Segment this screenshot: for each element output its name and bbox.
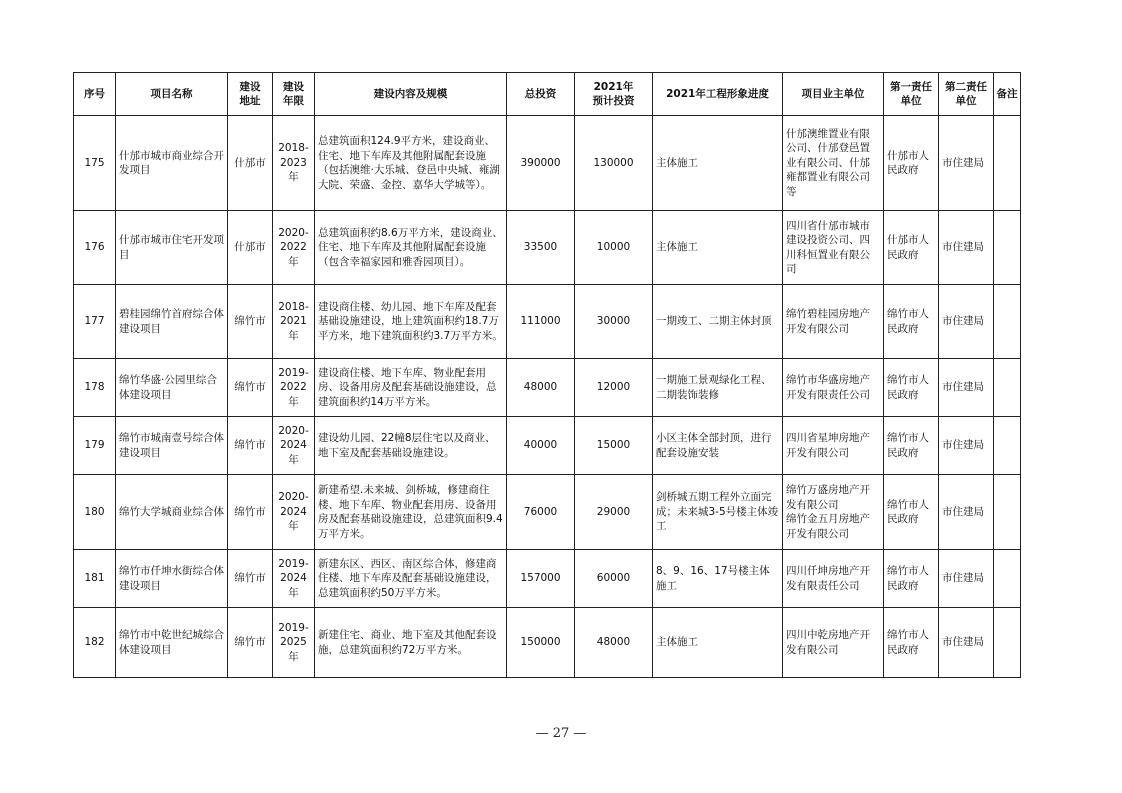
table-row [74,550,1021,608]
cell-project-name: 绵竹市中乾世纪城综合体建设项目 [116,608,228,678]
cell-total-investment: 76000 [507,475,575,550]
cell-address: 什邡市 [228,211,273,285]
table-body [74,116,1021,678]
cell-seq: 181 [74,550,116,608]
cell-years: 2019- 2025年 [273,608,315,678]
cell-2021-investment: 12000 [575,359,653,417]
header-remarks: 备注 [994,73,1021,116]
table-row [74,417,1021,475]
cell-project-name: 绵竹市仟坤水街综合体建设项目 [116,550,228,608]
table-header-row [74,73,1021,116]
cell-years: 2018- 2023年 [273,116,315,211]
cell-remarks [994,211,1021,285]
cell-project-name: 碧桂园绵竹首府综合体建设项目 [116,285,228,359]
cell-seq: 180 [74,475,116,550]
cell-owner: 四川仟坤房地产开发有限责任公司 [783,550,884,608]
cell-first-responsible: 绵竹市人民政府 [884,550,939,608]
cell-2021-investment: 10000 [575,211,653,285]
cell-2021-investment: 30000 [575,285,653,359]
cell-content: 总建筑面积约8.6万平方米，建设商业、住宅、地下车库及其他附属配套设施（包含幸福家园和雅香园项目）。 [315,211,507,285]
cell-owner: 四川省什邡市城市建设投资公司、四川科恒置业有限公司 [783,211,884,285]
cell-progress: 主体施工 [653,211,783,285]
header-2021-investment: 2021年 预计投资 [575,73,653,116]
cell-second-responsible: 市住建局 [939,417,994,475]
table-row [74,608,1021,678]
cell-owner: 绵竹市华盛房地产开发有限责任公司 [783,359,884,417]
cell-remarks [994,417,1021,475]
cell-content: 新建希望.未来城、剑桥城，修建商住楼、地下车库、物业配套用房、设备用房及配套基础设施建设，总建筑面积9.4万平方米。 [315,475,507,550]
table-row [74,285,1021,359]
cell-years: 2020- 2024年 [273,475,315,550]
cell-content: 新建住宅、商业、地下室及其他配套设施，总建筑面积约72万平方米。 [315,608,507,678]
cell-content: 建设商住楼、幼儿园、地下车库及配套基础设施建设，地上建筑面积约18.7万平方米，地下建筑面积约3.7万平方米。 [315,285,507,359]
cell-project-name: 绵竹大学城商业综合体 [116,475,228,550]
cell-years: 2019- 2022年 [273,359,315,417]
cell-owner: 绵竹碧桂园房地产开发有限公司 [783,285,884,359]
cell-total-investment: 48000 [507,359,575,417]
cell-project-name: 绵竹市城南壹号综合体建设项目 [116,417,228,475]
cell-total-investment: 33500 [507,211,575,285]
cell-2021-investment: 15000 [575,417,653,475]
cell-progress: 一期竣工、二期主体封顶 [653,285,783,359]
cell-address: 绵竹市 [228,475,273,550]
cell-progress: 一期施工景观绿化工程、二期装饰装修 [653,359,783,417]
cell-years: 2018- 2021年 [273,285,315,359]
table-row [74,359,1021,417]
cell-total-investment: 150000 [507,608,575,678]
cell-2021-investment: 130000 [575,116,653,211]
cell-2021-investment: 48000 [575,608,653,678]
cell-remarks [994,475,1021,550]
cell-first-responsible: 什邡市人民政府 [884,211,939,285]
cell-progress: 小区主体全部封顶，进行配套设施安装 [653,417,783,475]
cell-years: 2020- 2022年 [273,211,315,285]
cell-second-responsible: 市住建局 [939,475,994,550]
cell-second-responsible: 市住建局 [939,211,994,285]
cell-second-responsible: 市住建局 [939,359,994,417]
cell-remarks [994,359,1021,417]
cell-remarks [994,285,1021,359]
cell-seq: 175 [74,116,116,211]
table-row [74,211,1021,285]
header-2021-progress: 2021年工程形象进度 [653,73,783,116]
cell-seq: 177 [74,285,116,359]
header-seq: 序号 [74,73,116,116]
cell-project-name: 绵竹华盛·公园里综合体建设项目 [116,359,228,417]
cell-owner: 四川中乾房地产开发有限公司 [783,608,884,678]
header-owner: 项目业主单位 [783,73,884,116]
cell-years: 2019- 2024年 [273,550,315,608]
cell-second-responsible: 市住建局 [939,550,994,608]
cell-seq: 176 [74,211,116,285]
header-years: 建设 年限 [273,73,315,116]
cell-address: 绵竹市 [228,550,273,608]
cell-content: 总建筑面积124.9平方米，建设商业、住宅、地下车库及其他附属配套设施（包括澳维·大乐城、登邑中央城、雍湖大院、荣盛、金控、嘉华大学城等）。 [315,116,507,211]
cell-content: 建设商住楼、地下车库、物业配套用房、设备用房及配套基础设施建设，总建筑面积约14万平方米。 [315,359,507,417]
cell-first-responsible: 绵竹市人民政府 [884,417,939,475]
cell-remarks [994,550,1021,608]
cell-2021-investment: 29000 [575,475,653,550]
cell-first-responsible: 绵竹市人民政府 [884,475,939,550]
cell-seq: 182 [74,608,116,678]
cell-address: 绵竹市 [228,359,273,417]
cell-address: 什邡市 [228,116,273,211]
cell-project-name: 什邡市城市住宅开发项目 [116,211,228,285]
cell-address: 绵竹市 [228,285,273,359]
header-first-responsible: 第一责任 单位 [884,73,939,116]
cell-second-responsible: 市住建局 [939,116,994,211]
cell-2021-investment: 60000 [575,550,653,608]
cell-second-responsible: 市住建局 [939,608,994,678]
cell-owner: 什邡澳维置业有限公司、什邡登邑置业有限公司、什邡雍都置业有限公司等 [783,116,884,211]
cell-first-responsible: 什邡市人民政府 [884,116,939,211]
table-row [74,475,1021,550]
cell-address: 绵竹市 [228,417,273,475]
header-project-name: 项目名称 [116,73,228,116]
cell-owner: 四川省星坤房地产开发有限公司 [783,417,884,475]
cell-progress: 8、9、16、17号楼主体施工 [653,550,783,608]
header-second-responsible: 第二责任 单位 [939,73,994,116]
cell-total-investment: 40000 [507,417,575,475]
cell-total-investment: 157000 [507,550,575,608]
cell-content: 新建东区、西区、南区综合体，修建商住楼、地下车库及配套基础设施建设，总建筑面积约50万平方米。 [315,550,507,608]
header-total-investment: 总投资 [507,73,575,116]
cell-remarks [994,608,1021,678]
cell-owner: 绵竹万盛房地产开发有限公司 绵竹金五月房地产开发有限公司 [783,475,884,550]
cell-seq: 178 [74,359,116,417]
cell-content: 建设幼儿园、22幢8层住宅以及商业、地下室及配套基础设施建设。 [315,417,507,475]
cell-remarks [994,116,1021,211]
cell-address: 绵竹市 [228,608,273,678]
cell-progress: 剑桥城五期工程外立面完成；未来城3-5号楼主体竣工 [653,475,783,550]
cell-total-investment: 111000 [507,285,575,359]
table-row [74,116,1021,211]
cell-progress: 主体施工 [653,116,783,211]
cell-first-responsible: 绵竹市人民政府 [884,608,939,678]
cell-first-responsible: 绵竹市人民政府 [884,359,939,417]
header-content: 建设内容及规模 [315,73,507,116]
header-address: 建设 地址 [228,73,273,116]
cell-years: 2020- 2024年 [273,417,315,475]
cell-total-investment: 390000 [507,116,575,211]
page-number: — 27 — [535,726,587,741]
cell-first-responsible: 绵竹市人民政府 [884,285,939,359]
cell-seq: 179 [74,417,116,475]
cell-progress: 主体施工 [653,608,783,678]
cell-project-name: 什邡市城市商业综合开发项目 [116,116,228,211]
cell-second-responsible: 市住建局 [939,285,994,359]
project-table [73,72,1021,678]
